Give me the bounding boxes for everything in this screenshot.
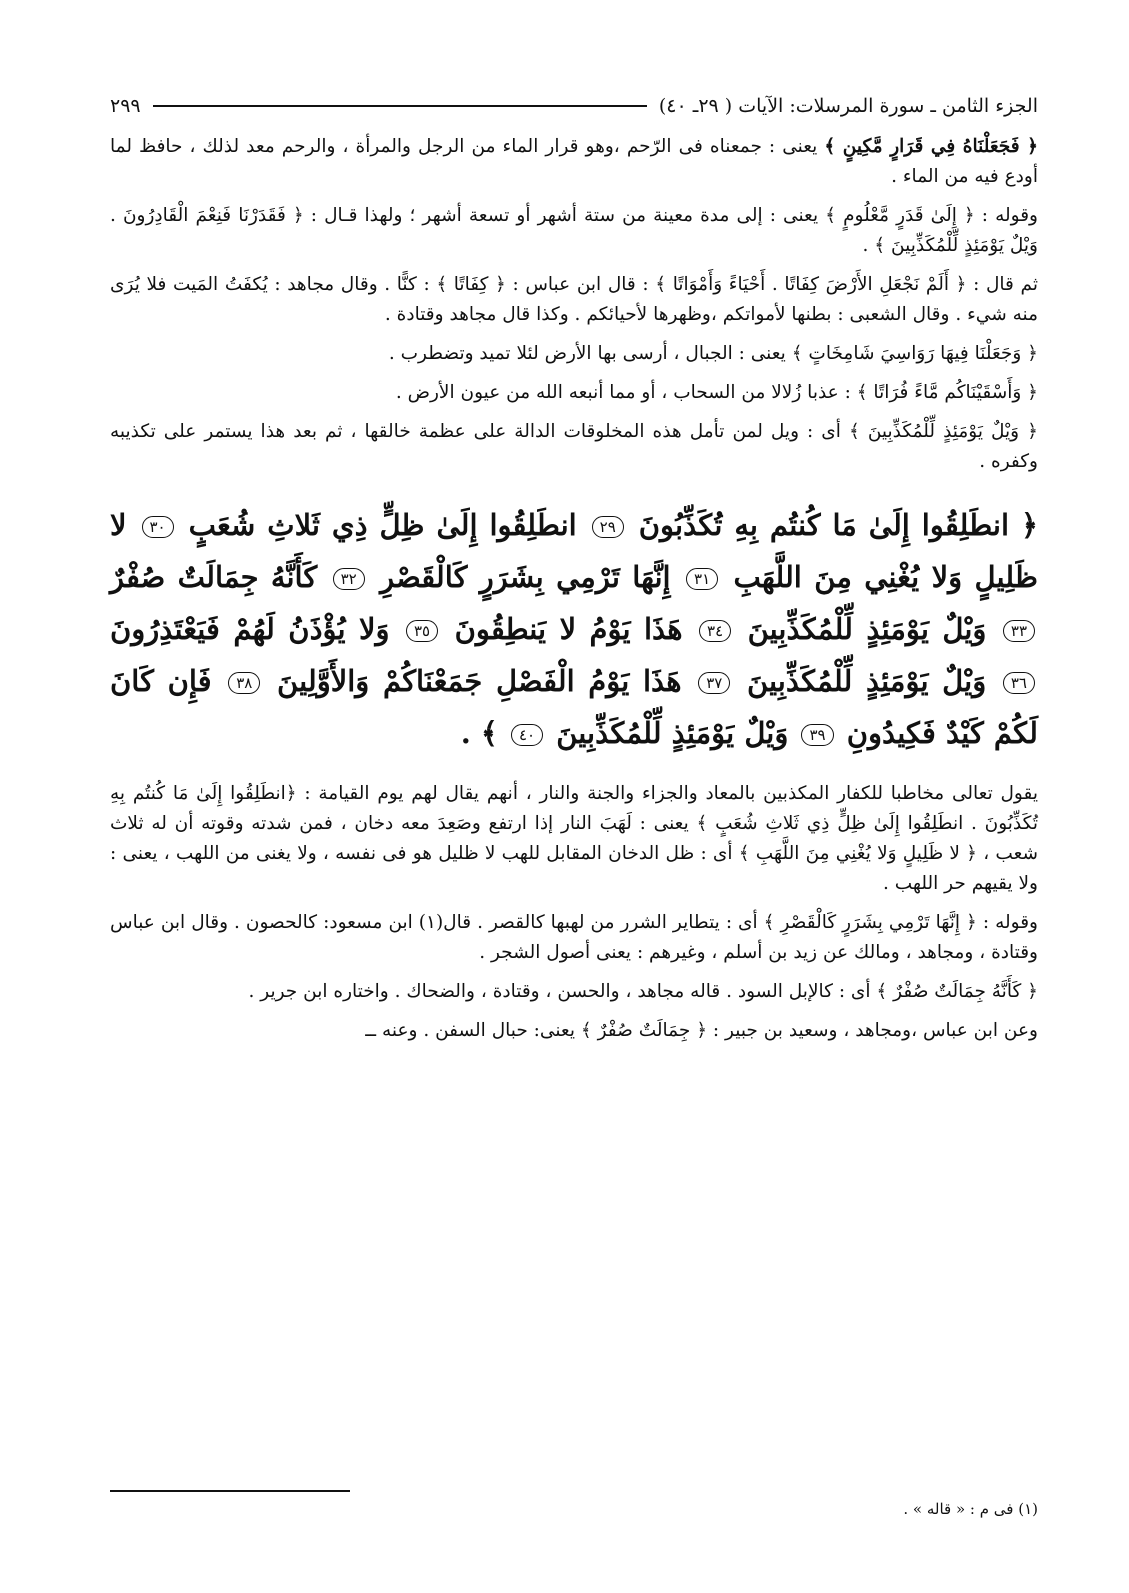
paragraph: يقول تعالى مخاطبا للكفار المكذبين بالمعاد والجزاء والجنة والنار ، أنهم يقال لهم يوم القيامة : ﴿انطَلِقُوا إِلَىٰ مَا كُنتُم بِهِ تُكَذِّبُونَ . انطَلِقُوا إِلَىٰ ظِلٍّ ذِي ثَلاثِ شُعَبٍ ﴾ يعنى : لَهَبَ النار إذا ارتفع وصَعِدَ معه دخان ، فمن شدته وقوته أن له ثلاث شعب ، ﴿ لا ظَلِيلٍ وَلا يُغْنِي مِنَ اللَّهَبِ ﴾ أى : ظل الدخان المقابل للهب لا ظليل هو فى نفسه ، ولا يغنى من اللهب ، يعنى : ولا يقيهم حر اللهب . <box>110 783 1038 894</box>
verse-text: وَيْلٌ يَوْمَئِذٍ لِّلْمُكَذِّبِينَ <box>556 716 789 750</box>
verses-close-bracket: ﴾ . <box>460 716 498 750</box>
verse-number: ٣٧ <box>698 672 730 694</box>
verse-text: هَذَا يَوْمُ لا يَنطِقُونَ <box>454 612 683 646</box>
paragraph <box>110 132 1038 192</box>
verse-number: ٣٦ <box>1003 672 1035 694</box>
footnote: (١) فى م : « قاله » . <box>903 1500 1038 1518</box>
paragraph: ﴿ وَجَعَلْنَا فِيهَا رَوَاسِيَ شَامِخَاتٍ ﴾ يعنى : الجبال ، أرسى بها الأرض لئلا تميد وتضطرب . <box>388 343 1038 364</box>
verse-text: فَإِن كَانَ لَكُمْ كَيْدٌ فَكِيدُونِ <box>110 664 1038 750</box>
paragraph: وعن ابن عباس ،ومجاهد ، وسعيد بن جبير : ﴿ جِمَالَتٌ صُفْرٌ ﴾ يعنى: حبال السفن . وعنه ــ <box>365 1020 1038 1041</box>
verse-number: ٣٨ <box>228 672 260 694</box>
paragraph: ﴿ وَأَسْقَيْنَاكُم مَّاءً فُرَاتًا ﴾ : عذبا زُلالا من السحاب ، أو مما أنبعه الله من عيون الأرض . <box>395 382 1038 403</box>
verse-text: هَذَا يَوْمُ الْفَصْلِ جَمَعْنَاكُمْ وَالأَوَّلِينَ <box>277 664 682 698</box>
page-body <box>110 132 1038 1055</box>
verse-text: وَلا يُؤْذَنُ لَهُمْ فَيَعْتَذِرُونَ <box>110 612 390 646</box>
header-title: الجزء الثامن ـ سورة المرسلات: الآيات ( ٢٩ـ ٤٠) <box>658 95 1038 117</box>
paragraph-text: يعنى : جمعناه فى الرّحم ،وهو قرار الماء من الرجل والمرأة ، والرحم معد لذلك ، حافظ لما أودع فيه من الماء . <box>110 136 1038 187</box>
verse-text: وَيْلٌ يَوْمَئِذٍ لِّلْمُكَذِّبِينَ <box>746 664 987 698</box>
quran-quote: ﴿ فَجَعَلْنَاهُ فِي قَرَارٍ مَّكِينٍ ﴾ <box>824 136 1038 157</box>
paragraph: وقوله : ﴿ إِلَىٰ قَدَرٍ مَّعْلُومٍ ﴾ يعنى : إلى مدة معينة من ستة أشهر أو تسعة أشهر ؛ ولهذا قـال : ﴿ فَقَدَرْنَا فَنِعْمَ الْقَادِرُونَ . وَيْلٌ يَوْمَئِذٍ لِّلْمُكَذِّبِينَ ﴾ . <box>110 205 1038 256</box>
verse-number: ٣٥ <box>406 620 438 642</box>
verse-text: إِنَّهَا تَرْمِي بِشَرَرٍ كَالْقَصْرِ <box>380 560 671 594</box>
paragraph: ﴿ وَيْلٌ يَوْمَئِذٍ لِّلْمُكَذِّبِينَ ﴾ أى : ويل لمن تأمل هذه المخلوقات الدالة على عظمة خالقها ، ثم بعد هذا يستمر على تكذيبه وكفره . <box>110 421 1038 472</box>
running-header <box>110 90 1038 122</box>
verse-number: ٣٩ <box>801 724 833 746</box>
page-number: ٢٩٩ <box>110 95 141 117</box>
verse-text: انطَلِقُوا إِلَىٰ مَا كُنتُم بِهِ تُكَذِّبُونَ <box>638 508 1010 542</box>
verse-number: ٤٠ <box>511 724 543 746</box>
verse-text: كَأَنَّهُ جِمَالَتٌ صُفْرٌ <box>110 560 318 594</box>
verse-number: ٣١ <box>686 568 718 590</box>
verse-text: وَيْلٌ يَوْمَئِذٍ لِّلْمُكَذِّبِينَ <box>747 612 987 646</box>
verse-number: ٣٢ <box>333 568 365 590</box>
verses-open-bracket: ﴿ <box>1020 508 1038 542</box>
verse-number: ٣٠ <box>142 516 174 538</box>
paragraph: ثم قال : ﴿ أَلَمْ نَجْعَلِ الأَرْضَ كِفَاتًا . أَحْيَاءً وَأَمْوَاتًا ﴾ : قال ابن عباس : ﴿ كِفَاتًا ﴾ : كنًّا . وقال مجاهد : يُكفَتُ المَيت فلا يُرَى منه شيء . وقال الشعبى : بطنها لأمواتكم ،وظهرها لأحيائكم . وكذا قال مجاهد وقتادة . <box>110 274 1038 325</box>
footnote-divider <box>110 1490 350 1492</box>
verse-text: انطَلِقُوا إِلَىٰ ظِلٍّ ذِي ثَلاثِ شُعَبٍ <box>188 508 577 542</box>
verse-number: ٣٤ <box>699 620 731 642</box>
header-rule <box>153 105 647 107</box>
quran-verses-block <box>110 499 1038 759</box>
verse-number: ٢٩ <box>592 516 624 538</box>
book-page <box>110 80 1038 1540</box>
paragraph: ﴿ كَأَنَّهُ جِمَالَتٌ صُفْرٌ ﴾ أى : كالإبل السود . قاله مجاهد ، والحسن ، وقتادة ، والضحاك . واختاره ابن جرير . <box>248 981 1038 1002</box>
verse-number: ٣٣ <box>1003 620 1035 642</box>
verse-text: لا ظَلِيلٍ وَلا يُغْنِي مِنَ اللَّهَبِ <box>110 508 1038 594</box>
paragraph: وقوله : ﴿ إِنَّهَا تَرْمِي بِشَرَرٍ كَالْقَصْرِ ﴾ أى : يتطاير الشرر من لهبها كالقصر . قال(١) ابن مسعود: كالحصون . وقال ابن عباس وقتادة ، ومجاهد ، ومالك عن زيد بن أسلم ، وغيرهم : يعنى أصول الشجر . <box>110 912 1038 963</box>
